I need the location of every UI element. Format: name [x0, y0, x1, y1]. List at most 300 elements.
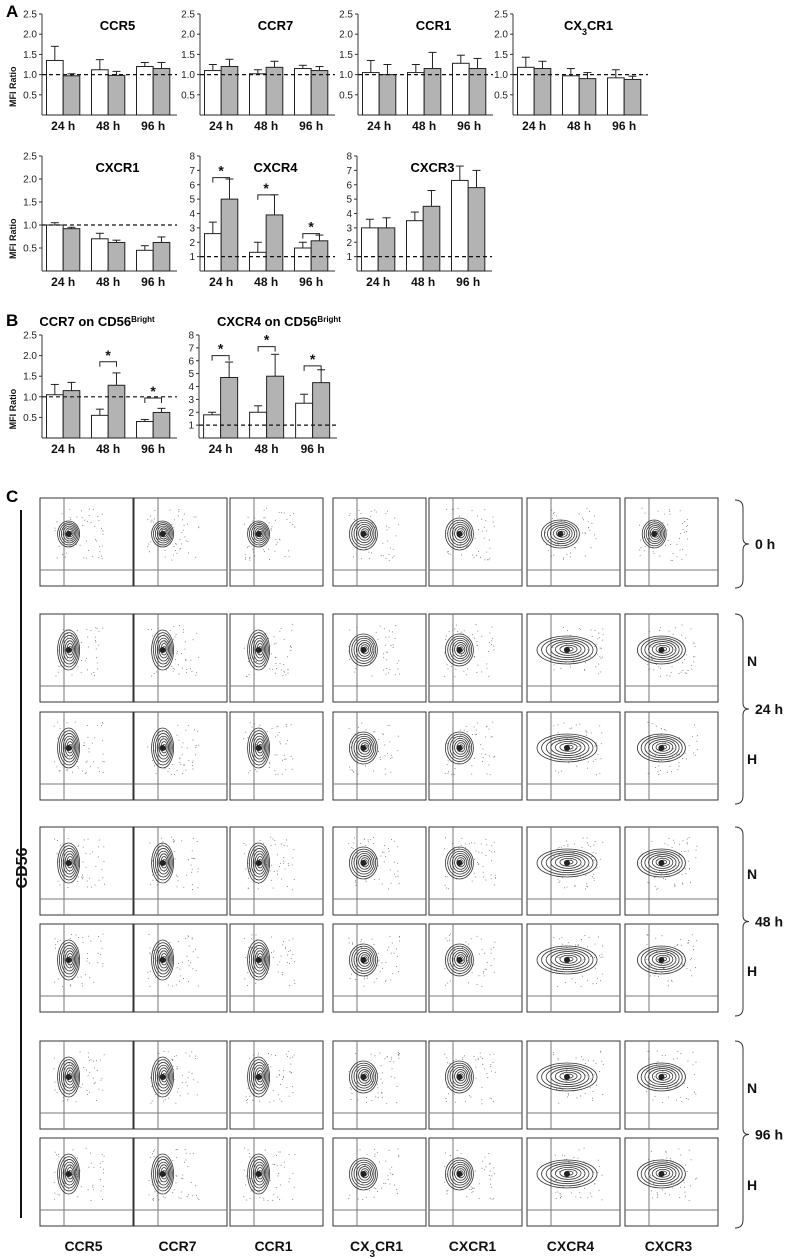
event-dot: [286, 726, 287, 727]
event-dot: [387, 1057, 388, 1058]
event-dot: [283, 1076, 284, 1077]
event-dot: [665, 545, 666, 546]
x-tick-label: 48 h: [96, 442, 121, 456]
event-dot: [389, 851, 390, 852]
event-dot: [290, 1058, 291, 1059]
event-dot: [285, 948, 286, 949]
chart-title-suffix: CR1: [587, 18, 614, 33]
event-dot: [366, 1097, 367, 1098]
event-dot: [55, 944, 56, 945]
event-dot: [276, 1155, 277, 1156]
event-dot: [397, 663, 398, 664]
event-dot: [383, 670, 384, 671]
event-dot: [182, 773, 183, 774]
x-tick-label: 96 h: [457, 119, 482, 133]
event-dot: [460, 729, 461, 730]
event-dot: [178, 941, 179, 942]
event-dot: [648, 882, 649, 883]
event-dot: [292, 1199, 293, 1200]
bar: [424, 69, 441, 115]
bar: [153, 69, 170, 115]
event-dot: [491, 640, 492, 641]
event-dot: [563, 1074, 564, 1075]
event-dot: [358, 774, 359, 775]
event-dot: [260, 840, 261, 841]
event-dot: [289, 1154, 290, 1155]
y-tick-label: 1.5: [339, 49, 353, 61]
event-dot: [686, 759, 687, 760]
event-dot: [486, 663, 487, 664]
event-dot: [355, 882, 356, 883]
flow-plot: [429, 614, 522, 702]
event-dot: [491, 949, 492, 950]
x-tick-label: 24 h: [51, 119, 76, 133]
event-dot: [376, 632, 377, 633]
event-dot: [276, 663, 277, 664]
event-dot: [595, 944, 596, 945]
event-dot: [100, 1080, 101, 1081]
event-dot: [100, 1060, 101, 1061]
event-dot: [153, 1200, 154, 1201]
event-dot: [374, 510, 375, 511]
event-dot: [383, 657, 384, 658]
event-dot: [396, 1102, 397, 1103]
event-dot: [649, 631, 650, 632]
event-dot: [192, 858, 193, 859]
y-tick-label: 2.0: [181, 29, 195, 41]
event-dot: [157, 550, 158, 551]
event-dot: [465, 844, 466, 845]
y-tick-label: 1.5: [494, 49, 508, 61]
event-dot: [357, 1150, 358, 1151]
event-dot: [593, 1172, 594, 1173]
event-dot: [398, 736, 399, 737]
event-dot: [173, 555, 174, 556]
event-dot: [72, 1064, 73, 1065]
event-dot: [590, 956, 591, 957]
event-dot: [292, 524, 293, 525]
event-dot: [269, 1102, 270, 1103]
event-dot: [99, 551, 100, 552]
event-dot: [191, 872, 192, 873]
event-dot: [475, 1171, 476, 1172]
event-dot: [562, 1155, 563, 1156]
event-dot: [261, 637, 262, 638]
event-dot: [287, 740, 288, 741]
row-label: N: [746, 866, 758, 882]
event-dot: [672, 1188, 673, 1189]
event-dot: [687, 842, 688, 843]
event-dot: [367, 1154, 368, 1155]
event-dot: [480, 744, 481, 745]
event-dot: [494, 885, 495, 886]
event-dot: [193, 1079, 194, 1080]
event-dot: [174, 774, 175, 775]
y-tick-label: 8: [188, 330, 194, 342]
event-dot: [252, 935, 253, 936]
event-dot: [247, 528, 248, 529]
event-dot: [446, 938, 447, 939]
event-dot: [102, 1161, 103, 1162]
event-dot: [648, 1051, 649, 1052]
event-dot: [275, 520, 276, 521]
event-dot: [493, 649, 494, 650]
event-dot: [590, 656, 591, 657]
event-dot: [373, 731, 374, 732]
event-dot: [54, 839, 55, 840]
event-dot: [471, 938, 472, 939]
event-dot: [675, 946, 676, 947]
event-dot: [198, 1199, 199, 1200]
event-dot: [54, 1193, 55, 1194]
event-dot: [593, 983, 594, 984]
event-dot: [285, 947, 286, 948]
event-dot: [384, 861, 385, 862]
event-dot: [568, 942, 569, 943]
event-dot: [382, 543, 383, 544]
event-dot: [88, 1189, 89, 1190]
event-dot: [189, 1056, 190, 1057]
event-dot: [478, 665, 479, 666]
event-dot: [670, 766, 671, 767]
contour-core: [256, 647, 262, 653]
event-dot: [481, 753, 482, 754]
chart-title: [416, 18, 451, 33]
event-dot: [182, 754, 183, 755]
event-dot: [353, 843, 354, 844]
event-dot: [602, 657, 603, 658]
flow-plot-frame: [429, 1138, 522, 1226]
event-dot: [276, 1187, 277, 1188]
event-dot: [654, 553, 655, 554]
event-dot: [195, 1058, 196, 1059]
event-dot: [390, 1173, 391, 1174]
event-dot: [170, 942, 171, 943]
event-dot: [548, 550, 549, 551]
event-dot: [649, 965, 650, 966]
event-dot: [669, 511, 670, 512]
event-dot: [471, 1097, 472, 1098]
event-dot: [353, 557, 354, 558]
event-dot: [249, 557, 250, 558]
event-dot: [292, 1173, 293, 1174]
column-label-post: CR1: [375, 1238, 404, 1254]
event-dot: [601, 648, 602, 649]
event-dot: [365, 766, 366, 767]
event-dot: [475, 877, 476, 878]
event-dot: [466, 546, 467, 547]
panel-label-b: B: [6, 311, 19, 330]
event-dot: [682, 549, 683, 550]
event-dot: [243, 843, 244, 844]
event-dot: [474, 1056, 475, 1057]
event-dot: [100, 941, 101, 942]
event-dot: [639, 525, 640, 526]
event-dot: [366, 962, 367, 963]
event-dot: [651, 656, 652, 657]
significance-star: *: [263, 179, 269, 196]
event-dot: [654, 877, 655, 878]
bar: [313, 383, 330, 438]
event-dot: [95, 866, 96, 867]
event-dot: [695, 646, 696, 647]
event-dot: [385, 856, 386, 857]
event-dot: [647, 935, 648, 936]
event-dot: [580, 1197, 581, 1198]
event-dot: [59, 770, 60, 771]
event-dot: [485, 839, 486, 840]
event-dot: [154, 1191, 155, 1192]
y-tick-label: 3: [188, 394, 194, 406]
event-dot: [250, 722, 251, 723]
event-dot: [393, 1062, 394, 1063]
event-dot: [64, 635, 65, 636]
event-dot: [63, 629, 64, 630]
event-dot: [349, 767, 350, 768]
event-dot: [476, 624, 477, 625]
event-dot: [358, 1199, 359, 1200]
event-dot: [395, 876, 396, 877]
event-dot: [585, 875, 586, 876]
event-dot: [466, 956, 467, 957]
event-dot: [57, 766, 58, 767]
event-dot: [196, 633, 197, 634]
event-dot: [152, 1100, 153, 1101]
event-dot: [673, 1059, 674, 1060]
event-dot: [82, 985, 83, 986]
event-dot: [252, 549, 253, 550]
contour-core: [564, 860, 570, 866]
event-dot: [55, 530, 56, 531]
event-dot: [599, 1190, 600, 1191]
event-dot: [490, 1171, 491, 1172]
event-dot: [567, 844, 568, 845]
event-dot: [252, 948, 253, 949]
flow-plot-frame: [40, 498, 133, 586]
event-dot: [178, 880, 179, 881]
event-dot: [184, 764, 185, 765]
event-dot: [555, 770, 556, 771]
event-dot: [287, 845, 288, 846]
y-tick-label: 1.0: [339, 70, 353, 82]
event-dot: [686, 968, 687, 969]
event-dot: [675, 627, 676, 628]
event-dot: [290, 646, 291, 647]
contour-core: [456, 860, 462, 866]
event-dot: [101, 869, 102, 870]
event-dot: [491, 860, 492, 861]
event-dot: [483, 749, 484, 750]
event-dot: [290, 515, 291, 516]
event-dot: [257, 953, 258, 954]
event-dot: [374, 982, 375, 983]
event-dot: [647, 934, 648, 935]
event-dot: [272, 1200, 273, 1201]
event-dot: [277, 726, 278, 727]
event-dot: [493, 517, 494, 518]
event-dot: [585, 889, 586, 890]
event-dot: [102, 740, 103, 741]
event-dot: [273, 1194, 274, 1195]
event-dot: [348, 646, 349, 647]
event-dot: [563, 1187, 564, 1188]
event-dot: [81, 1087, 82, 1088]
event-dot: [587, 1075, 588, 1076]
flow-plot: [527, 614, 620, 702]
event-dot: [350, 513, 351, 514]
event-dot: [271, 880, 272, 881]
event-dot: [91, 1200, 92, 1201]
event-dot: [263, 549, 264, 550]
event-dot: [253, 552, 254, 553]
event-dot: [571, 728, 572, 729]
event-dot: [382, 733, 383, 734]
event-dot: [386, 558, 387, 559]
event-dot: [475, 734, 476, 735]
chart-title: [217, 314, 341, 329]
event-dot: [85, 660, 86, 661]
event-dot: [682, 964, 683, 965]
event-dot: [398, 1149, 399, 1150]
event-dot: [680, 1154, 681, 1155]
event-dot: [290, 950, 291, 951]
event-dot: [564, 723, 565, 724]
event-dot: [587, 768, 588, 769]
event-dot: [480, 557, 481, 558]
event-dot: [88, 737, 89, 738]
event-dot: [493, 947, 494, 948]
event-dot: [289, 963, 290, 964]
event-dot: [294, 1154, 295, 1155]
event-dot: [386, 668, 387, 669]
event-dot: [689, 869, 690, 870]
event-dot: [198, 657, 199, 658]
event-dot: [679, 673, 680, 674]
event-dot: [692, 736, 693, 737]
event-dot: [58, 979, 59, 980]
event-dot: [178, 515, 179, 516]
event-dot: [697, 846, 698, 847]
event-dot: [392, 757, 393, 758]
event-dot: [696, 1062, 697, 1063]
event-dot: [678, 1149, 679, 1150]
event-dot: [150, 1077, 151, 1078]
event-dot: [561, 771, 562, 772]
event-dot: [393, 647, 394, 648]
event-dot: [274, 644, 275, 645]
event-dot: [649, 668, 650, 669]
column-label: CCR5: [64, 1238, 103, 1254]
event-dot: [166, 669, 167, 670]
event-dot: [104, 861, 105, 862]
event-dot: [493, 1101, 494, 1102]
event-dot: [151, 1086, 152, 1087]
event-dot: [88, 839, 89, 840]
event-dot: [397, 871, 398, 872]
event-dot: [587, 1197, 588, 1198]
event-dot: [447, 1193, 448, 1194]
event-dot: [292, 938, 293, 939]
event-dot: [90, 766, 91, 767]
event-dot: [697, 735, 698, 736]
event-dot: [175, 550, 176, 551]
event-dot: [482, 1161, 483, 1162]
event-dot: [594, 534, 595, 535]
event-dot: [481, 519, 482, 520]
event-dot: [648, 773, 649, 774]
event-dot: [245, 554, 246, 555]
event-dot: [58, 1156, 59, 1157]
event-dot: [570, 728, 571, 729]
event-dot: [97, 725, 98, 726]
event-dot: [292, 889, 293, 890]
event-dot: [291, 630, 292, 631]
event-dot: [288, 673, 289, 674]
bar: [295, 69, 312, 115]
y-axis-label: MFI Ratio: [8, 218, 18, 260]
event-dot: [70, 986, 71, 987]
event-dot: [387, 530, 388, 531]
event-dot: [485, 969, 486, 970]
event-dot: [70, 1166, 71, 1167]
event-dot: [648, 538, 649, 539]
event-dot: [271, 845, 272, 846]
event-dot: [582, 517, 583, 518]
significance-star: *: [309, 350, 316, 367]
event-dot: [176, 770, 177, 771]
y-tick-label: 1.5: [181, 49, 195, 61]
event-dot: [679, 766, 680, 767]
event-dot: [163, 1101, 164, 1102]
event-dot: [493, 522, 494, 523]
event-dot: [72, 772, 73, 773]
chart-title-text: CXCR3: [410, 160, 455, 175]
event-dot: [471, 774, 472, 775]
event-dot: [602, 1199, 603, 1200]
y-tick-label: 1.5: [23, 197, 37, 209]
event-dot: [657, 1194, 658, 1195]
event-dot: [185, 660, 186, 661]
contour-core: [360, 860, 366, 866]
event-dot: [294, 879, 295, 880]
event-dot: [486, 1166, 487, 1167]
x-tick-label: 48 h: [96, 275, 121, 289]
event-dot: [444, 1054, 445, 1055]
event-dot: [672, 666, 673, 667]
event-dot: [669, 838, 670, 839]
event-dot: [658, 976, 659, 977]
event-dot: [362, 1199, 363, 1200]
bar-chart-0: [8, 10, 177, 134]
event-dot: [244, 853, 245, 854]
event-dot: [276, 544, 277, 545]
event-dot: [176, 985, 177, 986]
event-dot: [77, 1158, 78, 1159]
event-dot: [652, 723, 653, 724]
event-dot: [657, 888, 658, 889]
event-dot: [190, 1153, 191, 1154]
event-dot: [649, 1071, 650, 1072]
y-tick-label: 1.0: [23, 220, 37, 232]
event-dot: [558, 544, 559, 545]
event-dot: [287, 1056, 288, 1057]
event-dot: [446, 636, 447, 637]
event-dot: [695, 755, 696, 756]
event-dot: [197, 1094, 198, 1095]
event-dot: [245, 732, 246, 733]
event-dot: [367, 976, 368, 977]
event-dot: [602, 1175, 603, 1176]
